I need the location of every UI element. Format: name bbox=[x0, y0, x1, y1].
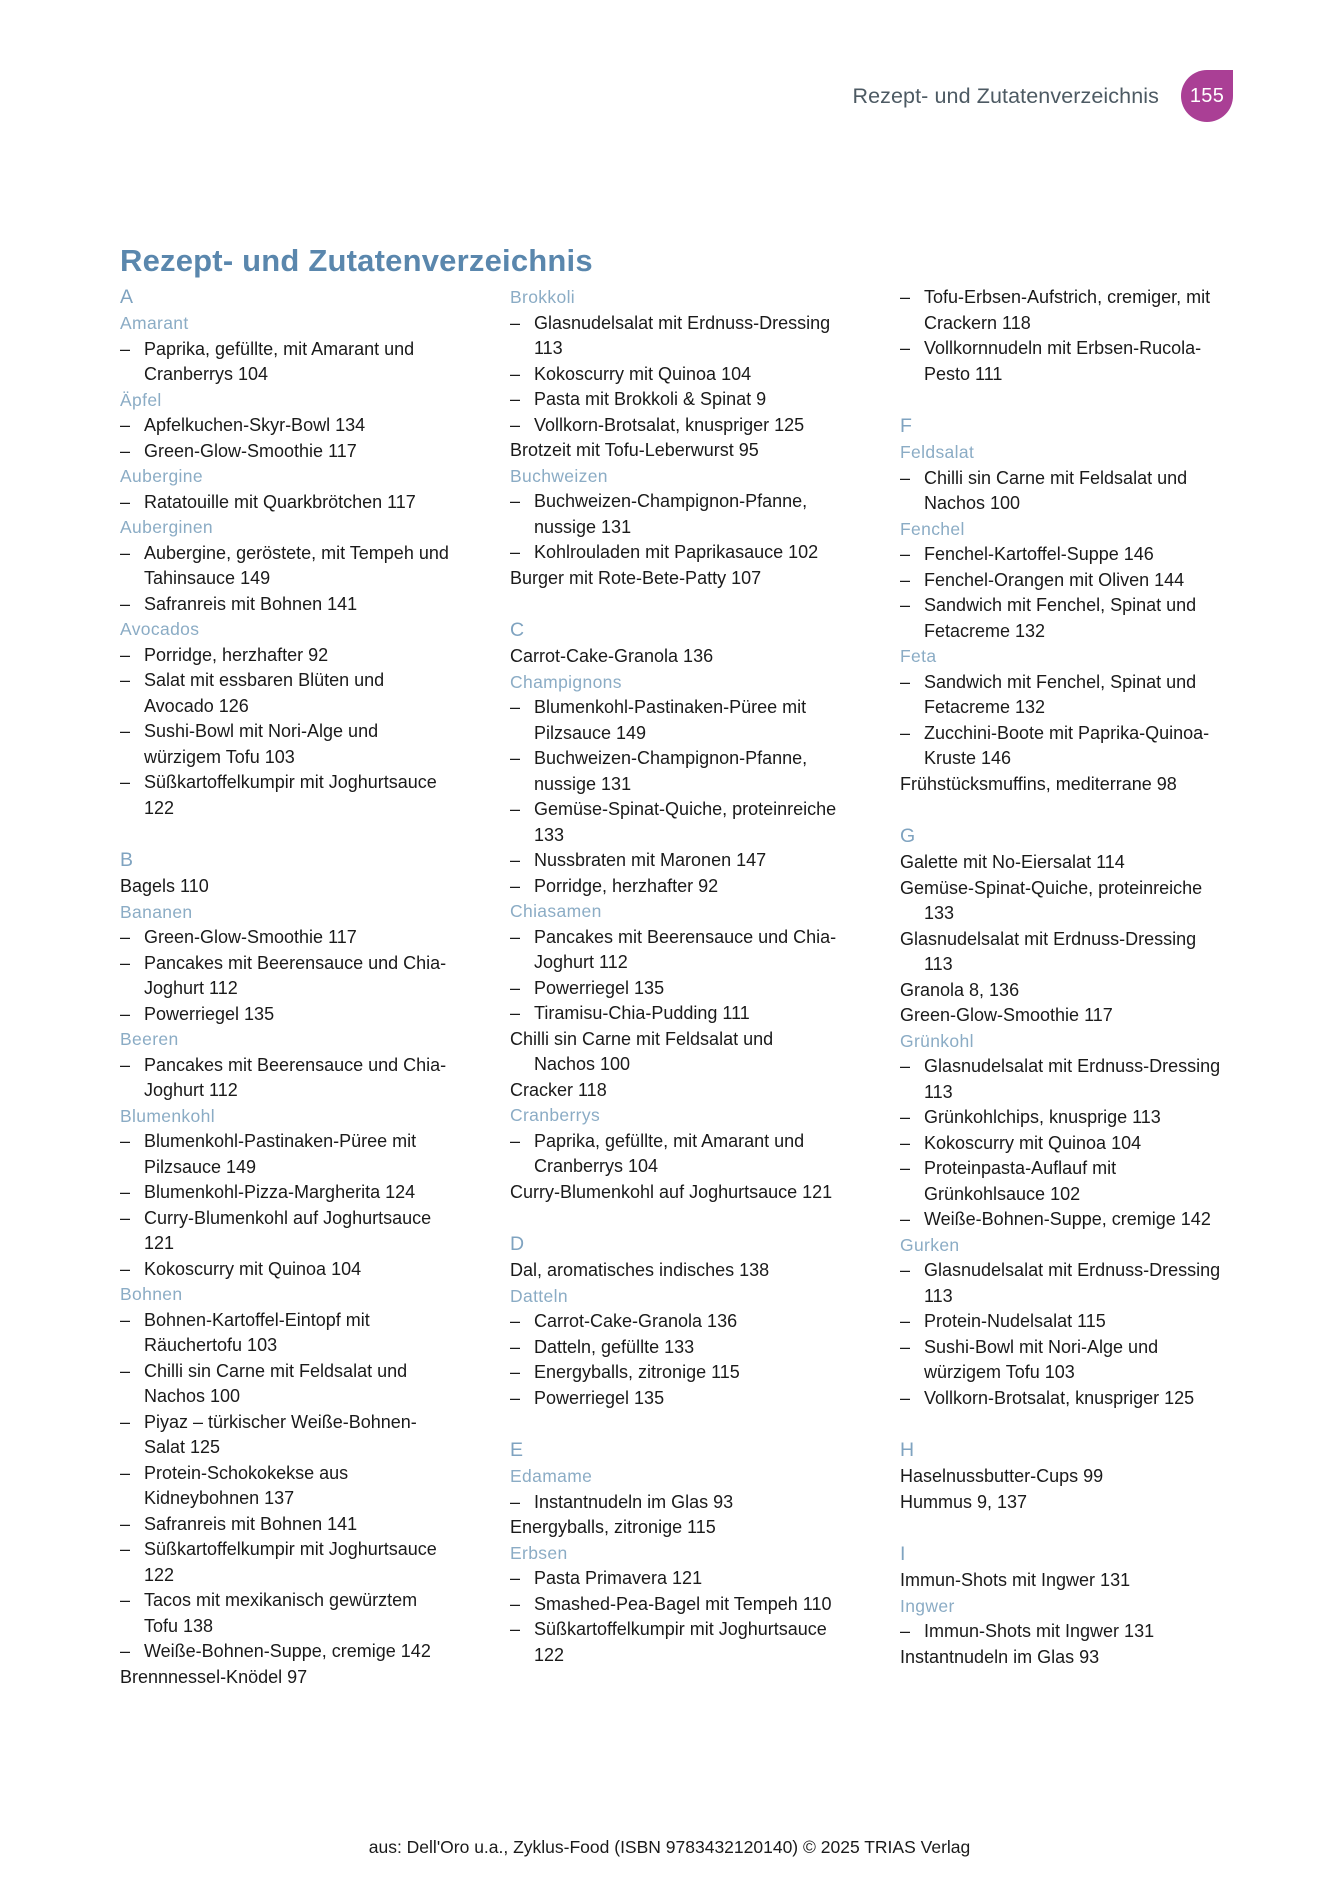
entry-dash-icon: – bbox=[510, 850, 521, 870]
index-entry bbox=[900, 568, 1229, 594]
index-entry-label: Proteinpasta-Auflauf mit Grünkohlsauce 102 bbox=[924, 1158, 1117, 1204]
entry-dash-icon: – bbox=[510, 697, 521, 717]
index-entry-label: Sandwich mit Fenchel, Spinat und Fetacreme 132 bbox=[924, 595, 1197, 641]
index-entry bbox=[120, 1639, 449, 1665]
index-entry bbox=[510, 1617, 839, 1668]
index-entry bbox=[900, 1619, 1229, 1645]
letter-heading: C bbox=[510, 619, 525, 641]
group-heading: Amarant bbox=[120, 313, 189, 333]
running-head-title: Rezept- und Zutatenverzeichnis bbox=[852, 83, 1159, 108]
letter-block bbox=[900, 824, 1229, 1411]
entry-dash-icon: – bbox=[120, 772, 131, 792]
entry-dash-icon: – bbox=[120, 1411, 131, 1432]
index-entry bbox=[900, 1645, 1229, 1671]
index-entry bbox=[510, 976, 839, 1002]
index-entry-label: Buchweizen-Champignon-Pfanne, nussige 131 bbox=[534, 748, 808, 794]
entry-dash-icon: – bbox=[120, 491, 131, 512]
entry-dash-icon: – bbox=[120, 542, 131, 563]
index-entry-label: Chilli sin Carne mit Feldsalat und Nachos 100 bbox=[510, 1028, 774, 1074]
entry-dash-icon: – bbox=[120, 338, 131, 359]
index-entry-label: Blumenkohl-Pastinaken-Püree mit Pilzsauce 149 bbox=[144, 1131, 417, 1177]
index-entry bbox=[900, 772, 1229, 798]
entry-dash-icon: – bbox=[120, 1207, 131, 1228]
index-entry-label: Tofu-Erbsen-Aufstrich, cremiger, mit Crackern 118 bbox=[924, 287, 1211, 333]
group-heading: Edamame bbox=[510, 1466, 593, 1486]
group-heading: Fenchel bbox=[900, 518, 965, 539]
index-entry bbox=[510, 1490, 839, 1516]
index-entry-label: Burger mit Rote-Bete-Patty 107 bbox=[510, 567, 762, 588]
index-entry-label: Powerriegel 135 bbox=[144, 1003, 275, 1024]
index-entry-label: Dal, aromatisches indisches 138 bbox=[510, 1260, 770, 1280]
entry-dash-icon: – bbox=[120, 440, 131, 461]
index-entry-label: Haselnussbutter-Cups 99 bbox=[900, 1466, 1104, 1486]
letter-heading: F bbox=[900, 415, 912, 437]
index-entry bbox=[510, 1309, 839, 1335]
index-entry bbox=[120, 1206, 449, 1257]
index-columns bbox=[120, 285, 1230, 1690]
index-entry-label: Vollkorn-Brotsalat, knuspriger 125 bbox=[534, 414, 805, 435]
entry-dash-icon: – bbox=[510, 977, 521, 998]
entry-dash-icon: – bbox=[900, 1056, 911, 1076]
index-entry bbox=[510, 1001, 839, 1027]
letter-block bbox=[900, 1438, 1229, 1515]
index-entry-label: Energyballs, zitronige 115 bbox=[510, 1517, 716, 1537]
page-number-badge: 155 bbox=[1181, 70, 1233, 122]
index-entry bbox=[900, 1386, 1229, 1412]
entry-dash-icon: – bbox=[510, 363, 521, 384]
index-entry bbox=[900, 1156, 1229, 1207]
index-entry bbox=[510, 746, 839, 797]
index-entry bbox=[900, 1309, 1229, 1335]
index-entry-label: Datteln, gefüllte 133 bbox=[534, 1336, 695, 1357]
letter-block bbox=[120, 848, 449, 1690]
index-entry-label: Safranreis mit Bohnen 141 bbox=[144, 1513, 358, 1534]
index-entry-label: Sushi-Bowl mit Nori-Alge und würzigem Tofu 103 bbox=[144, 721, 379, 767]
index-entry bbox=[510, 362, 839, 388]
entry-dash-icon: – bbox=[510, 799, 521, 819]
index-entry bbox=[900, 876, 1229, 927]
index-entry-label: Pancakes mit Beerensauce und Chia-Joghurt 112 bbox=[144, 952, 447, 998]
entry-dash-icon: – bbox=[510, 1568, 521, 1588]
index-entry-label: Frühstücksmuffins, mediterrane 98 bbox=[900, 773, 1177, 794]
entry-dash-icon: – bbox=[900, 595, 911, 615]
index-entry-label: Pancakes mit Beerensauce und Chia-Joghurt 112 bbox=[144, 1054, 447, 1100]
letter-heading: B bbox=[120, 849, 134, 871]
entry-dash-icon: – bbox=[510, 1491, 521, 1512]
footer-credit: aus: Dell'Oro u.a., Zyklus-Food (ISBN 9783432120140) © 2025 TRIAS Verlag bbox=[368, 1837, 971, 1857]
index-entry-label: Porridge, herzhafter 92 bbox=[534, 875, 719, 896]
entry-dash-icon: – bbox=[510, 1387, 521, 1408]
entry-dash-icon: – bbox=[510, 748, 521, 768]
index-entry bbox=[510, 1592, 839, 1618]
index-entry-label: Powerriegel 135 bbox=[534, 977, 665, 998]
entry-dash-icon: – bbox=[120, 1003, 131, 1024]
index-entry bbox=[510, 438, 839, 464]
index-entry-label: Immun-Shots mit Ingwer 131 bbox=[900, 1570, 1131, 1590]
group-heading: Aubergine bbox=[120, 466, 203, 486]
entry-dash-icon: – bbox=[900, 1132, 911, 1153]
entry-dash-icon: – bbox=[510, 312, 521, 333]
group-heading: Brokkoli bbox=[510, 287, 576, 307]
index-entry-label: Vollkornnudeln mit Erbsen-Rucola-Pesto 111 bbox=[924, 338, 1202, 384]
entry-dash-icon: – bbox=[510, 875, 521, 896]
index-entry-label: Bagels 110 bbox=[120, 876, 209, 896]
index-entry bbox=[510, 848, 839, 874]
index-entry bbox=[120, 770, 449, 821]
index-entry-label: Buchweizen-Champignon-Pfanne, nussige 131 bbox=[534, 491, 808, 537]
index-entry-label: Grünkohlchips, knusprige 113 bbox=[924, 1107, 1161, 1127]
index-entry bbox=[120, 490, 449, 516]
index-entry bbox=[510, 1360, 839, 1386]
entry-dash-icon: – bbox=[510, 1311, 521, 1331]
group-heading: Blumenkohl bbox=[120, 1105, 215, 1126]
index-entry bbox=[120, 439, 449, 465]
index-entry bbox=[900, 850, 1229, 876]
index-entry bbox=[120, 1665, 449, 1691]
entry-dash-icon: – bbox=[120, 415, 131, 435]
index-entry bbox=[510, 1027, 839, 1078]
entry-dash-icon: – bbox=[900, 569, 911, 590]
entry-dash-icon: – bbox=[510, 389, 521, 409]
index-entry bbox=[900, 593, 1229, 644]
index-entry-label: Glasnudelsalat mit Erdnuss-Dressing 113 bbox=[924, 1056, 1221, 1102]
group-heading: Erbsen bbox=[510, 1542, 568, 1563]
group-heading: Äpfel bbox=[120, 389, 162, 410]
index-entry-label: Instantnudeln im Glas 93 bbox=[534, 1491, 734, 1512]
index-entry-label: Gemüse-Spinat-Quiche, proteinreiche 133 bbox=[900, 877, 1203, 923]
entry-dash-icon: – bbox=[900, 1621, 911, 1641]
letter-block bbox=[510, 1438, 839, 1668]
index-entry-label: Süßkartoffelkumpir mit Joghurtsauce 122 bbox=[144, 1539, 437, 1585]
index-entry-label: Aubergine, geröstete, mit Tempeh und Tahinsauce 149 bbox=[144, 542, 449, 588]
group-heading: Bananen bbox=[120, 901, 193, 922]
group-heading: Cranberrys bbox=[510, 1105, 601, 1125]
index-column bbox=[900, 285, 1229, 1690]
entry-dash-icon: – bbox=[120, 1309, 131, 1330]
index-entry bbox=[510, 1129, 839, 1180]
entry-dash-icon: – bbox=[900, 1158, 911, 1178]
index-entry bbox=[900, 1131, 1229, 1157]
entry-dash-icon: – bbox=[900, 1260, 911, 1280]
index-column bbox=[120, 285, 449, 1690]
group-heading: Feldsalat bbox=[900, 442, 975, 462]
entry-dash-icon: – bbox=[510, 1336, 521, 1357]
entry-dash-icon: – bbox=[120, 721, 131, 741]
letter-block bbox=[120, 285, 449, 821]
index-entry bbox=[510, 695, 839, 746]
index-entry-label: Carrot-Cake-Granola 136 bbox=[510, 646, 714, 666]
index-entry-label: Fenchel-Orangen mit Oliven 144 bbox=[924, 569, 1185, 590]
index-entry-label: Nussbraten mit Maronen 147 bbox=[534, 850, 767, 870]
index-entry bbox=[120, 1410, 449, 1461]
index-entry-label: Sandwich mit Fenchel, Spinat und Fetacreme 132 bbox=[924, 671, 1197, 717]
index-entry bbox=[510, 1335, 839, 1361]
index-entry bbox=[900, 1335, 1229, 1386]
index-entry-label: Apfelkuchen-Skyr-Bowl 134 bbox=[144, 415, 366, 435]
index-entry-label: Piyaz – türkischer Weiße-Bohnen-Salat 125 bbox=[144, 1411, 417, 1457]
index-entry bbox=[900, 336, 1229, 387]
index-entry bbox=[900, 1105, 1229, 1131]
entry-dash-icon: – bbox=[120, 1462, 131, 1483]
group-heading: Chiasamen bbox=[510, 901, 602, 921]
index-entry-label: Granola 8, 136 bbox=[900, 979, 1020, 1000]
entry-dash-icon: – bbox=[510, 1362, 521, 1382]
entry-dash-icon: – bbox=[510, 926, 521, 947]
entry-dash-icon: – bbox=[510, 491, 521, 511]
index-entry-label: Chilli sin Carne mit Feldsalat und Nachos 100 bbox=[924, 467, 1188, 513]
entry-dash-icon: – bbox=[120, 1258, 131, 1279]
index-entry-label: Weiße-Bohnen-Suppe, cremige 142 bbox=[924, 1209, 1211, 1229]
entry-dash-icon: – bbox=[510, 1003, 521, 1023]
index-entry-label: Pasta Primavera 121 bbox=[534, 1568, 703, 1588]
index-entry bbox=[120, 643, 449, 669]
index-entry bbox=[120, 874, 449, 900]
letter-heading: H bbox=[900, 1439, 915, 1461]
index-entry bbox=[510, 644, 839, 670]
index-entry bbox=[510, 1386, 839, 1412]
index-entry-label: Protein-Nudelsalat 115 bbox=[924, 1311, 1106, 1331]
index-entry-label: Curry-Blumenkohl auf Joghurtsauce 121 bbox=[510, 1181, 833, 1202]
entry-dash-icon: – bbox=[120, 1182, 131, 1202]
entry-dash-icon: – bbox=[120, 952, 131, 973]
running-head bbox=[852, 70, 1233, 122]
entry-dash-icon: – bbox=[120, 644, 131, 665]
index-entry-label: Pancakes mit Beerensauce und Chia-Joghurt 112 bbox=[534, 926, 837, 972]
letter-heading: G bbox=[900, 825, 916, 847]
letter-heading: A bbox=[120, 286, 134, 308]
page-title: Rezept- und Zutatenverzeichnis bbox=[120, 242, 593, 278]
index-entry-label: Bohnen-Kartoffel-Eintopf mit Räuchertofu 103 bbox=[144, 1309, 370, 1355]
index-entry bbox=[120, 951, 449, 1002]
index-entry-label: Tacos mit mexikanisch gewürztem Tofu 138 bbox=[144, 1590, 418, 1636]
index-entry bbox=[120, 413, 449, 439]
entry-dash-icon: – bbox=[120, 1054, 131, 1075]
entry-dash-icon: – bbox=[900, 1336, 911, 1357]
letter-heading: E bbox=[510, 1439, 524, 1461]
index-entry-label: Kokoscurry mit Quinoa 104 bbox=[534, 363, 752, 384]
index-entry-label: Brennnessel-Knödel 97 bbox=[120, 1666, 308, 1687]
entry-dash-icon: – bbox=[510, 1130, 521, 1151]
index-entry bbox=[510, 540, 839, 566]
entry-dash-icon: – bbox=[120, 1539, 131, 1559]
letter-block bbox=[900, 285, 1229, 387]
index-entry bbox=[900, 542, 1229, 568]
index-entry bbox=[900, 670, 1229, 721]
index-entry-label: Kohlrouladen mit Paprikasauce 102 bbox=[534, 542, 819, 562]
entry-dash-icon: – bbox=[900, 1387, 911, 1408]
index-entry bbox=[510, 1258, 839, 1284]
index-entry-label: Vollkorn-Brotsalat, knuspriger 125 bbox=[924, 1387, 1195, 1408]
index-entry-label: Salat mit essbaren Blüten und Avocado 126 bbox=[144, 670, 385, 716]
group-heading: Bohnen bbox=[120, 1284, 183, 1304]
entry-dash-icon: – bbox=[120, 670, 131, 690]
group-heading: Feta bbox=[900, 646, 937, 666]
index-entry bbox=[120, 1180, 449, 1206]
index-entry-label: Glasnudelsalat mit Erdnuss-Dressing 113 bbox=[900, 928, 1197, 974]
index-entry bbox=[510, 1078, 839, 1104]
index-entry bbox=[510, 413, 839, 439]
letter-heading: I bbox=[900, 1543, 906, 1565]
group-heading: Beeren bbox=[120, 1029, 179, 1049]
entry-dash-icon: – bbox=[120, 1131, 131, 1151]
index-entry bbox=[510, 387, 839, 413]
index-entry bbox=[120, 1512, 449, 1538]
index-entry-label: Protein-Schokokekse aus Kidneybohnen 137 bbox=[144, 1462, 349, 1508]
index-entry-label: Green-Glow-Smoothie 117 bbox=[900, 1005, 1113, 1025]
index-entry-label: Chilli sin Carne mit Feldsalat und Nachos 100 bbox=[144, 1360, 408, 1406]
index-entry bbox=[120, 1257, 449, 1283]
entry-dash-icon: – bbox=[900, 1209, 911, 1229]
index-entry bbox=[900, 1490, 1229, 1516]
group-heading: Champignons bbox=[510, 671, 622, 692]
index-entry bbox=[120, 337, 449, 388]
entry-dash-icon: – bbox=[510, 542, 521, 562]
index-entry bbox=[510, 925, 839, 976]
index-entry bbox=[900, 466, 1229, 517]
index-entry bbox=[510, 874, 839, 900]
index-entry bbox=[120, 719, 449, 770]
index-entry-label: Gemüse-Spinat-Quiche, proteinreiche 133 bbox=[534, 799, 837, 845]
index-entry-label: Kokoscurry mit Quinoa 104 bbox=[144, 1258, 362, 1279]
index-entry bbox=[120, 541, 449, 592]
index-entry-label: Energyballs, zitronige 115 bbox=[534, 1362, 740, 1382]
index-entry-label: Porridge, herzhafter 92 bbox=[144, 644, 329, 665]
index-entry-label: Blumenkohl-Pastinaken-Püree mit Pilzsauce 149 bbox=[534, 697, 807, 743]
index-entry-label: Glasnudelsalat mit Erdnuss-Dressing 113 bbox=[534, 312, 831, 358]
index-entry bbox=[510, 1515, 839, 1541]
entry-dash-icon: – bbox=[120, 1360, 131, 1381]
index-entry-label: Blumenkohl-Pizza-Margherita 124 bbox=[144, 1182, 416, 1202]
index-entry bbox=[900, 721, 1229, 772]
entry-dash-icon: – bbox=[900, 722, 911, 743]
index-entry-label: Cracker 118 bbox=[510, 1079, 607, 1100]
group-heading: Grünkohl bbox=[900, 1030, 974, 1051]
entry-dash-icon: – bbox=[510, 1593, 521, 1614]
entry-dash-icon: – bbox=[120, 593, 131, 614]
index-entry bbox=[900, 927, 1229, 978]
index-entry-label: Tiramisu-Chia-Pudding 111 bbox=[534, 1003, 750, 1023]
group-heading: Avocados bbox=[120, 619, 200, 639]
index-entry bbox=[120, 1461, 449, 1512]
index-entry-label: Smashed-Pea-Bagel mit Tempeh 110 bbox=[534, 1593, 832, 1614]
entry-dash-icon: – bbox=[900, 1311, 911, 1331]
index-entry-label: Curry-Blumenkohl auf Joghurtsauce 121 bbox=[144, 1207, 432, 1253]
index-entry bbox=[510, 311, 839, 362]
entry-dash-icon: – bbox=[900, 671, 911, 692]
index-entry bbox=[120, 1002, 449, 1028]
index-entry-label: Zucchini-Boote mit Paprika-Quinoa-Kruste 146 bbox=[924, 722, 1210, 768]
index-entry bbox=[900, 1054, 1229, 1105]
entry-dash-icon: – bbox=[900, 544, 911, 564]
index-entry-label: Green-Glow-Smoothie 117 bbox=[144, 927, 357, 947]
group-heading: Ingwer bbox=[900, 1595, 955, 1616]
index-entry-label: Brotzeit mit Tofu-Leberwurst 95 bbox=[510, 440, 759, 460]
group-heading: Buchweizen bbox=[510, 465, 608, 486]
letter-block bbox=[900, 1542, 1229, 1670]
index-entry-label: Süßkartoffelkumpir mit Joghurtsauce 122 bbox=[534, 1619, 827, 1665]
index-entry-label: Glasnudelsalat mit Erdnuss-Dressing 113 bbox=[924, 1260, 1221, 1306]
index-column bbox=[510, 285, 839, 1690]
index-entry bbox=[900, 1258, 1229, 1309]
index-entry bbox=[120, 1359, 449, 1410]
index-entry bbox=[120, 592, 449, 618]
index-entry bbox=[510, 489, 839, 540]
index-entry-label: Hummus 9, 137 bbox=[900, 1491, 1028, 1512]
entry-dash-icon: – bbox=[120, 1513, 131, 1534]
letter-block bbox=[510, 618, 839, 1205]
index-entry bbox=[120, 1308, 449, 1359]
letter-block bbox=[900, 414, 1229, 797]
index-entry-label: Powerriegel 135 bbox=[534, 1387, 665, 1408]
index-entry-label: Instantnudeln im Glas 93 bbox=[900, 1646, 1100, 1667]
index-entry-label: Immun-Shots mit Ingwer 131 bbox=[924, 1621, 1155, 1641]
index-entry bbox=[900, 1207, 1229, 1233]
index-entry-label: Green-Glow-Smoothie 117 bbox=[144, 440, 357, 461]
index-entry bbox=[120, 925, 449, 951]
index-entry-label: Sushi-Bowl mit Nori-Alge und würzigem Tofu 103 bbox=[924, 1336, 1159, 1382]
index-entry-label: Kokoscurry mit Quinoa 104 bbox=[924, 1132, 1142, 1153]
index-entry bbox=[120, 1129, 449, 1180]
group-heading: Gurken bbox=[900, 1234, 960, 1255]
entry-dash-icon: – bbox=[900, 1107, 911, 1127]
entry-dash-icon: – bbox=[900, 287, 911, 307]
index-entry-label: Paprika, gefüllte, mit Amarant und Cranberrys 104 bbox=[144, 338, 415, 384]
index-entry-label: Carrot-Cake-Granola 136 bbox=[534, 1311, 738, 1331]
index-entry bbox=[120, 1053, 449, 1104]
group-heading: Auberginen bbox=[120, 517, 214, 537]
index-entry-label: Süßkartoffelkumpir mit Joghurtsauce 122 bbox=[144, 772, 437, 818]
index-entry bbox=[510, 1566, 839, 1592]
index-entry-label: Ratatouille mit Quarkbrötchen 117 bbox=[144, 491, 416, 512]
index-entry-label: Pasta mit Brokkoli & Spinat 9 bbox=[534, 389, 767, 409]
index-entry bbox=[510, 797, 839, 848]
index-entry-label: Safranreis mit Bohnen 141 bbox=[144, 593, 358, 614]
entry-dash-icon: – bbox=[900, 467, 911, 488]
index-entry-label: Paprika, gefüllte, mit Amarant und Cranberrys 104 bbox=[534, 1130, 805, 1176]
index-entry-label: Galette mit No-Eiersalat 114 bbox=[900, 852, 1125, 872]
letter-heading: D bbox=[510, 1233, 525, 1255]
index-entry bbox=[510, 566, 839, 592]
index-entry bbox=[120, 1588, 449, 1639]
index-entry bbox=[120, 668, 449, 719]
index-entry bbox=[900, 1464, 1229, 1490]
entry-dash-icon: – bbox=[120, 1641, 131, 1661]
index-entry bbox=[900, 1003, 1229, 1029]
entry-dash-icon: – bbox=[510, 1619, 521, 1639]
entry-dash-icon: – bbox=[120, 927, 131, 947]
index-entry-label: Fenchel-Kartoffel-Suppe 146 bbox=[924, 544, 1154, 564]
index-entry bbox=[900, 1568, 1229, 1594]
index-entry bbox=[120, 1537, 449, 1588]
entry-dash-icon: – bbox=[510, 414, 521, 435]
letter-block bbox=[510, 285, 839, 591]
index-entry bbox=[900, 285, 1229, 336]
entry-dash-icon: – bbox=[900, 338, 911, 358]
index-entry bbox=[900, 978, 1229, 1004]
entry-dash-icon: – bbox=[120, 1590, 131, 1610]
group-heading: Datteln bbox=[510, 1285, 568, 1306]
letter-block bbox=[510, 1232, 839, 1411]
index-entry-label: Weiße-Bohnen-Suppe, cremige 142 bbox=[144, 1641, 431, 1661]
index-entry bbox=[510, 1180, 839, 1206]
